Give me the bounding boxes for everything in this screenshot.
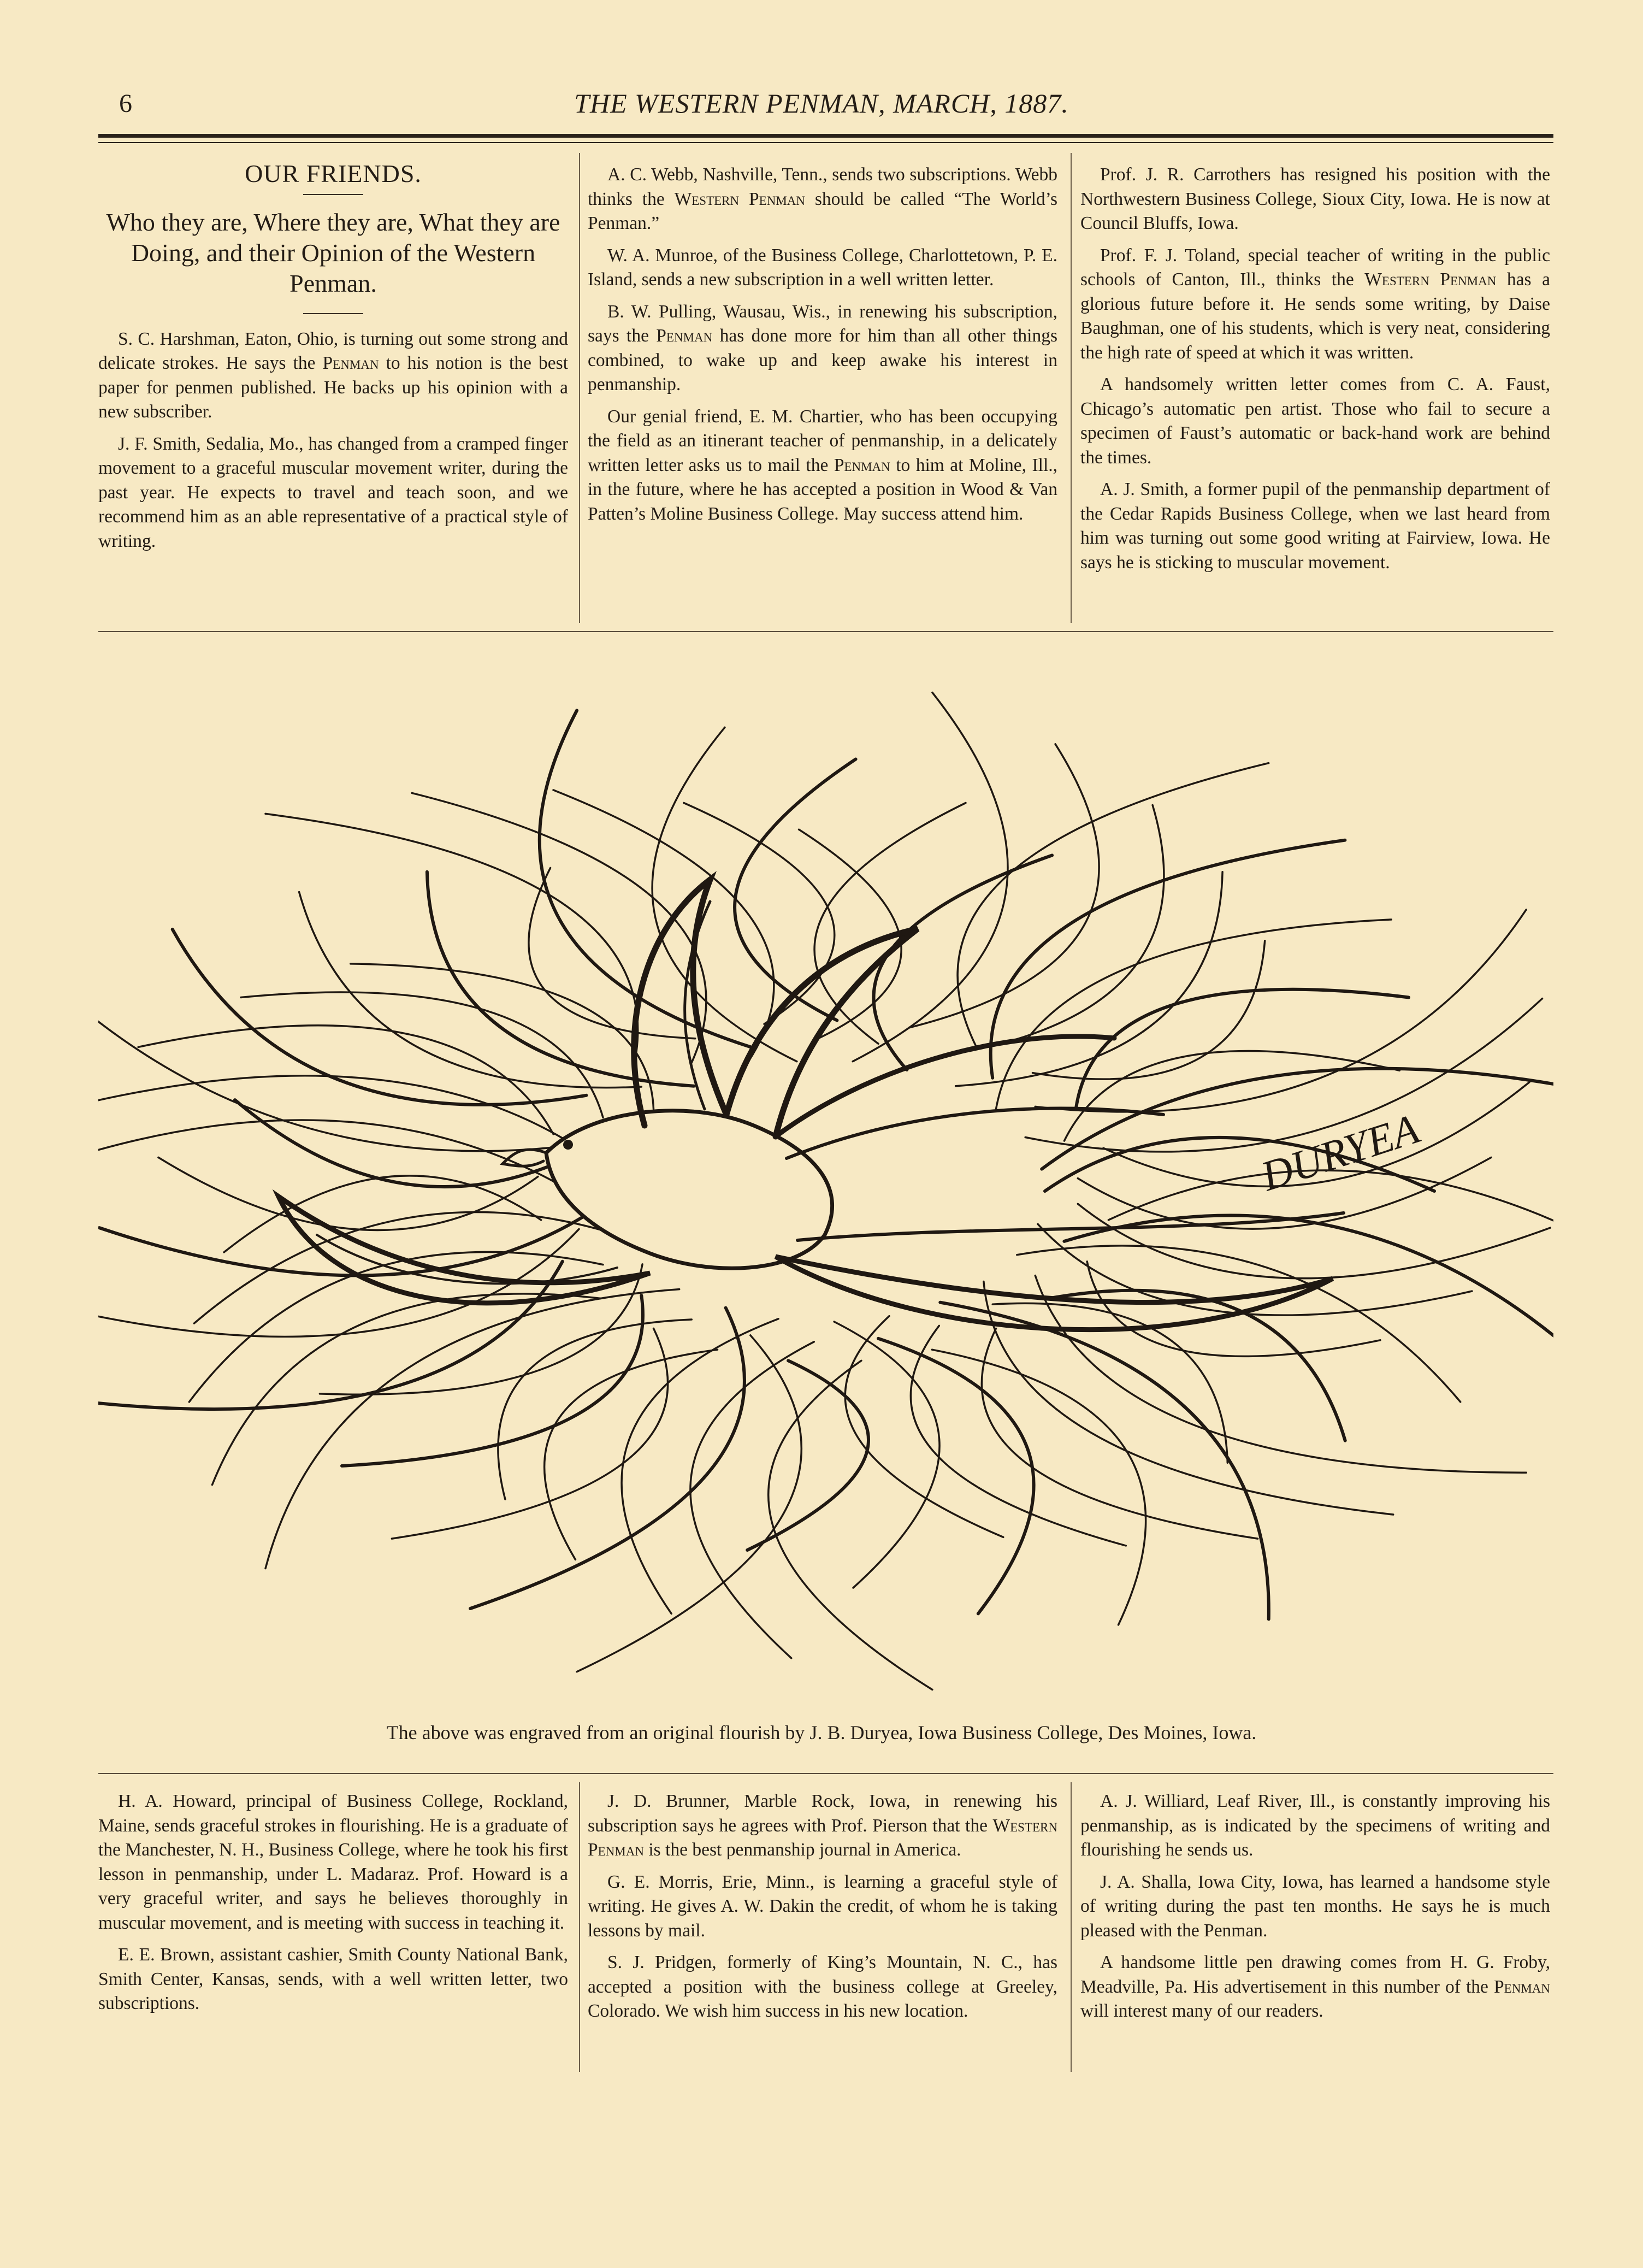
column-divider (1071, 1782, 1072, 2072)
flourish-stroke (212, 1294, 601, 1485)
paragraph-williard: A. J. Williard, Leaf River, Ill., is constantly improving his penmanship, as is indicated by the specimens of writing and flourishing he sends us. (1080, 1791, 1550, 1860)
dove-figure (279, 880, 1344, 1330)
paragraph-harshman: S. C. Harshman, Eaton, Ohio, is turning out some strong and delicate strokes. He says the Penman to his notion is the best paper for penmen published. He backs up his opinion with a new subscriber. (98, 328, 569, 422)
paragraph-jf-smith: J. F. Smith, Sedalia, Mo., has changed from a cramped finger movement to a graceful muscular movement writer, during the past year. He expects to travel and teach soon, and we recommend him as an able representative of a practical style of writing. (98, 433, 568, 551)
top-column-3 (1080, 163, 1550, 582)
section-rule (98, 631, 1553, 632)
flourish-stroke (956, 872, 1223, 1086)
flourish-stroke (470, 1308, 744, 1609)
flourish-stroke (909, 744, 1099, 1028)
top-column-2 (588, 163, 1057, 534)
flourish-stroke (878, 1339, 1034, 1614)
flourish-stroke (529, 868, 695, 1039)
column-divider (579, 153, 580, 623)
flourish-stroke (932, 1350, 1146, 1625)
illustration-caption: The above was engraved from an original flourish by J. B. Duryea, Iowa Business College, Des Moines, Iowa. (386, 1722, 1257, 1743)
paragraph-brunner: J. D. Brunner, Marble Rock, Iowa, in renewing his subscription says he agrees with Prof. Pierson that the Western Penman is the best penmanship journal in America. (588, 1791, 1057, 1860)
page-number: 6 (119, 89, 132, 118)
header-rule-thin (98, 142, 1553, 143)
flourish-stroke (690, 1342, 814, 1658)
column-divider (579, 1782, 580, 2072)
flourish-stroke (342, 1295, 643, 1466)
flourish-stroke (1017, 1246, 1461, 1402)
top-column-1 (98, 158, 568, 561)
flourish-stroke (224, 1176, 541, 1252)
flourish-stroke (138, 1026, 553, 1134)
paragraph-aj-smith: A. J. Smith, a former pupil of the penmanship department of the Cedar Rapids Business College, when we last heard from him was turning out some good writing at Fairview, Iowa. He says he is sticking to muscular movement. (1080, 479, 1550, 573)
paragraph-morris: G. E. Morris, Erie, Minn., is learning a graceful style of writing. He gives A. W. Dakin the credit, of whom he is taking lessons by mail. (588, 1871, 1057, 1941)
paragraph-froby: A handsome little pen drawing comes from H. G. Froby, Meadville, Pa. His advertisement in this number of the Penman will interest many of our readers. (1080, 1952, 1550, 2021)
flourish-stroke (940, 1303, 1269, 1619)
flourish-stroke (545, 1350, 718, 1559)
section-heading: OUR FRIENDS. (245, 160, 422, 187)
bottom-column-1 (98, 1789, 568, 2024)
running-title: THE WESTERN PENMAN, MARCH, 1887. (574, 88, 1069, 119)
flourish-stroke (540, 710, 750, 1047)
paragraph-faust: A handsomely written letter comes from C. A. Faust, Chicago’s automatic pen artist. Those who fail to secure a specimen of Faust’s automatic or back-hand work are behind the times. (1080, 374, 1550, 468)
heading-rule (303, 194, 363, 195)
flourish-stroke (235, 1100, 579, 1187)
flourish-stroke (991, 840, 1345, 1078)
bird-flourish-illustration (98, 645, 1553, 1705)
flourish-stroke (1033, 941, 1265, 1079)
paragraph-pulling: B. W. Pulling, Wausau, Wis., in renewing his subscription, says the Penman has done more for him than all other things combined, to wake up and keep awake his interest in penmanship. (588, 301, 1057, 394)
paragraph-chartier: Our genial friend, E. M. Chartier, who has been occupying the field as an itinerant teacher of penmanship, in a delicately written letter asks us to mail the Penman to him at Moline, Ill., in the future, where he has accepted a position in Wood & Van Patten’s Moline Business College. May success attend him. (588, 406, 1058, 524)
paragraph-carrothers: Prof. J. R. Carrothers has resigned his position with the Northwestern Business College, Sioux City, Iowa. He is now at Council Bluffs, Iowa. (1080, 164, 1550, 233)
flourish-stroke (299, 892, 642, 1088)
paragraph-pridgen: S. J. Pridgen, formerly of King’s Mountain, N. C., has accepted a position with the business college at Greeley, Colorado. We wish him success in his new location. (588, 1952, 1057, 2021)
bottom-column-2 (588, 1789, 1057, 2031)
flourish-stroke (498, 1319, 692, 1499)
artist-signature: DURYEA (1255, 1104, 1425, 1200)
subheading-rule (303, 313, 363, 314)
flourish-stroke (622, 1319, 778, 1614)
bottom-column-3 (1080, 1789, 1550, 2031)
flourish-stroke (984, 1282, 1393, 1515)
paragraph-howard: H. A. Howard, principal of Business College, Rockland, Maine, sends graceful strokes in flourishing. He is a graduate of the Manchester, N. H., Business College, where he took his first lesson in penmanship, under L. Madaraz. Prof. Howard is a very graceful writer, and says he believes thoroughly in muscular movement, and is meeting with success in teaching it. (98, 1791, 568, 1933)
flourish-stroke (747, 1360, 868, 1550)
paragraph-toland: Prof. F. J. Toland, special teacher of writing in the public schools of Canton, Ill., thinks the Western Penman has a glorious future before it. He sends some writing, by Daise Baughman, one of his students, which is very neat, considering the high rate of speed at which it was written. (1080, 245, 1550, 363)
flourish-stroke (834, 1322, 939, 1588)
paragraph-brown: E. E. Brown, assistant cashier, Smith County National Bank, Smith Center, Kansas, sends, with a well written letter, two subscriptions. (98, 1945, 568, 2013)
flourish-stroke (735, 759, 856, 1021)
flourish-stroke (98, 984, 624, 1151)
paragraph-webb: A. C. Webb, Nashville, Tenn., sends two subscriptions. Webb thinks the Western Penman should be called “The World’s Penman.” (588, 164, 1057, 233)
section-rule-lower (98, 1773, 1553, 1774)
flourish-stroke (265, 1289, 679, 1569)
flourish-stroke (996, 920, 1392, 1109)
paragraph-munroe: W. A. Munroe, of the Business College, Charlottetown, P. E. Island, sends a new subscription in a well written letter. (588, 245, 1057, 290)
flourish-stroke (1108, 1170, 1553, 1276)
flourish-stroke (1076, 989, 1409, 1108)
header-rule-thick (98, 134, 1553, 138)
paragraph-shalla: J. A. Shalla, Iowa City, Iowa, has learned a handsome style of writing during the past ten months. He says he is much pleased with the Penman. (1080, 1871, 1550, 1941)
flourish-stroke (853, 693, 1008, 1062)
flourish-stroke (1035, 910, 1526, 1112)
flourish-stroke (911, 1326, 1126, 1546)
column-divider (1071, 153, 1072, 623)
section-subheading: Who they are, Where they are, What they are Doing, and their Opinion of the Western Penman. (106, 208, 560, 297)
